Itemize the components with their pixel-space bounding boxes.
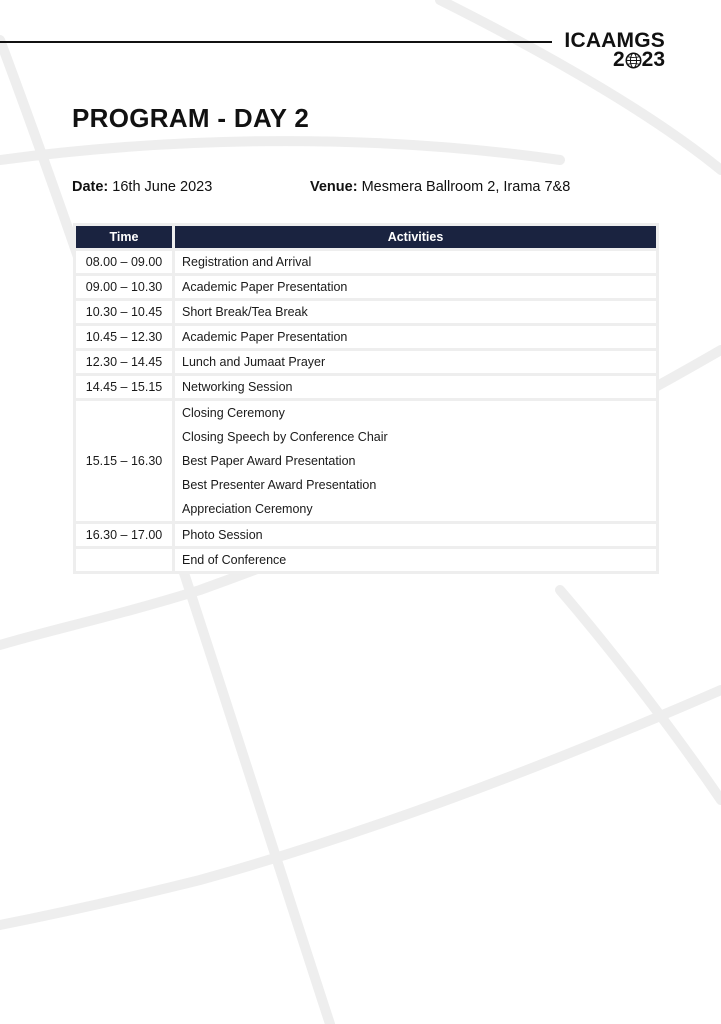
time-cell: 09.00 – 10.30 — [76, 276, 172, 298]
conference-logo — [553, 30, 665, 72]
date-label: Date: — [72, 179, 109, 195]
activity-item: Closing Speech by Conference Chair — [182, 430, 388, 444]
table-row — [76, 401, 656, 521]
event-venue — [310, 179, 570, 195]
activity-cell — [175, 401, 656, 521]
venue-label: Venue: — [310, 179, 358, 195]
page-title: PROGRAM - DAY 2 — [72, 103, 310, 133]
activity-cell: Networking Session — [175, 376, 656, 398]
table-row — [76, 326, 656, 348]
activity-cell: Academic Paper Presentation — [175, 326, 656, 348]
activity-item: Closing Ceremony — [182, 406, 285, 420]
activity-cell: Lunch and Jumaat Prayer — [175, 351, 656, 373]
table-row — [76, 276, 656, 298]
time-cell — [76, 549, 172, 571]
logo-year-suffix: 23 — [641, 48, 665, 71]
event-date — [72, 179, 212, 195]
activity-item: Best Paper Award Presentation — [182, 454, 356, 468]
table-row — [76, 549, 656, 571]
table-row — [76, 301, 656, 323]
activity-item: Appreciation Ceremony — [182, 502, 313, 516]
time-cell: 08.00 – 09.00 — [76, 251, 172, 273]
globe-icon — [625, 52, 642, 69]
time-cell: 16.30 – 17.00 — [76, 524, 172, 546]
venue-value: Mesmera Ballroom 2, Irama 7&8 — [361, 179, 571, 195]
table-row — [76, 524, 656, 546]
time-cell: 15.15 – 16.30 — [76, 401, 172, 521]
time-cell: 10.45 – 12.30 — [76, 326, 172, 348]
time-cell: 10.30 – 10.45 — [76, 301, 172, 323]
header-rule — [0, 41, 552, 43]
time-cell: 14.45 – 15.15 — [76, 376, 172, 398]
activity-cell: Short Break/Tea Break — [175, 301, 656, 323]
schedule-table — [73, 223, 659, 574]
time-column-header: Time — [76, 226, 172, 248]
logo-wordmark: ICAAMGS — [564, 29, 665, 52]
table-header-row — [76, 226, 656, 248]
activity-item: Best Presenter Award Presentation — [182, 478, 377, 492]
table-row — [76, 376, 656, 398]
activity-cell: Academic Paper Presentation — [175, 276, 656, 298]
logo-year-prefix: 2 — [612, 48, 625, 71]
activity-cell: End of Conference — [175, 549, 656, 571]
table-row — [76, 351, 656, 373]
activities-column-header: Activities — [175, 226, 656, 248]
logo-year — [613, 49, 665, 71]
activity-cell: Photo Session — [175, 524, 656, 546]
date-value: 16th June 2023 — [112, 179, 213, 195]
table-row — [76, 251, 656, 273]
activity-cell: Registration and Arrival — [175, 251, 656, 273]
time-cell: 12.30 – 14.45 — [76, 351, 172, 373]
